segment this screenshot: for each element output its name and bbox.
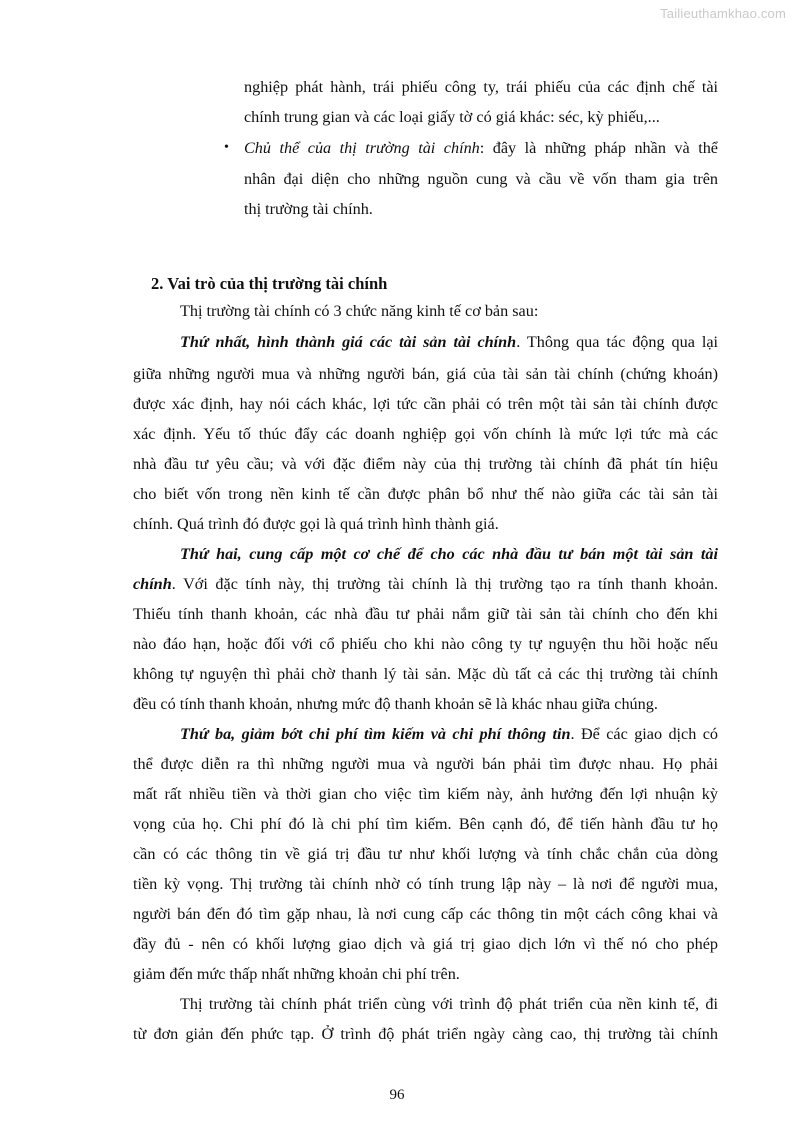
- section-heading: 2. Vai trò của thị trường tài chính: [151, 274, 388, 293]
- p1-line-7: chính. Quá trình đó được gọi là quá trình hình thành giá.: [133, 515, 499, 533]
- bullet-line-1-rest: : đây là những pháp nhần và thể: [479, 139, 718, 157]
- p3-line-5: cần có các thông tin về giá trị đầu tư như khối lượng và tính chắc chắn của dòng: [133, 845, 718, 863]
- intro-line-1: nghiệp phát hành, trái phiếu công ty, trái phiếu của các định chế tài: [244, 78, 718, 96]
- p3-line-3: mất rất nhiều tiền và thời gian cho việc tìm kiếm này, ảnh hưởng đến lợi nhuận kỳ: [133, 785, 718, 803]
- p1-line-6: cho biết vốn trong nền kinh tế cần được phân bổ như thế nào giữa các tài sản tài: [133, 485, 718, 503]
- page-number: 96: [389, 1087, 405, 1103]
- p3-line-4: vọng của họ. Chi phí đó là chi phí tìm kiếm. Bên cạnh đó, để tiến hành đầu tư họ: [133, 815, 718, 833]
- p2-line-1: Thứ hai, cung cấp một cơ chế để cho các nhà đầu tư bán một tài sản tài: [180, 545, 718, 563]
- p3-line-6: tiền kỳ vọng. Thị trường tài chính nhờ có tính trung lập này – là nơi để người mua,: [133, 875, 718, 893]
- p1-line-3: được xác định, hay nói cách khác, lợi tức cần phải có trên một tài sản tài chính được: [133, 395, 718, 413]
- watermark-text: Tailieuthamkhao.com: [660, 6, 786, 21]
- p1-line-5: nhà đầu tư yêu cầu; và với đặc điểm này của thị trường tài chính đã phát tín hiệu: [133, 455, 718, 473]
- p4-line-1: Thị trường tài chính phát triển cùng với trình độ phát triển của nền kinh tế, đi: [180, 995, 718, 1013]
- section-intro: Thị trường tài chính có 3 chức năng kinh tế cơ bản sau:: [180, 302, 539, 320]
- bullet-line-3: thị trường tài chính.: [244, 200, 373, 218]
- p3-line-7: người bán đến đó tìm gặp nhau, là nơi cung cấp các thông tin một cách công khai và: [133, 905, 718, 923]
- p2-line-5: không tự nguyện thì phải chờ thanh lý tài sản. Mặc dù tất cả các thị trường tài chính: [133, 665, 718, 683]
- bullet-term: Chủ thể của thị trường tài chính: [244, 139, 480, 157]
- p2-line-6: đều có tính thanh khoản, nhưng mức độ thanh khoản sẽ là khác nhau giữa chúng.: [133, 695, 658, 713]
- p3-line-1: [180, 724, 718, 744]
- p3-lead: Thứ ba, giảm bớt chi phí tìm kiếm và chi phí thông tin: [180, 725, 571, 743]
- p2-line-2-rest: . Với đặc tính này, thị trường tài chính là thị trường tạo ra tính thanh khoản.: [171, 575, 718, 593]
- bullet-line-1: [244, 138, 718, 158]
- p3-line-9: giảm đến mức thấp nhất những khoản chi phí trên.: [133, 965, 460, 983]
- p1-lead: Thứ nhất, hình thành giá các tài sản tài chính: [180, 333, 517, 351]
- p1-first-rest: . Thông qua tác động qua lại: [516, 333, 718, 351]
- p2-line-2: [133, 574, 718, 594]
- p1-line-2: giữa những người mua và những người bán, giá của tài sản tài chính (chứng khoán): [133, 365, 718, 383]
- p2-line-3: Thiếu tính thanh khoản, các nhà đầu tư phải nắm giữ tài sản tài chính cho đến khi: [133, 605, 718, 623]
- p2-line-4: nào đáo hạn, hoặc đối với cổ phiếu cho khi nào công ty tự nguyện thu hồi hoặc nếu: [133, 635, 718, 653]
- bullet-line-2: nhân đại diện cho những nguồn cung và cầu về vốn tham gia trên: [244, 170, 718, 188]
- p2-lead-end: chính: [133, 575, 172, 593]
- p1-line-4: xác định. Yếu tố thúc đẩy các doanh nghiệp gọi vốn chính là mức lợi tức mà các: [133, 425, 718, 443]
- bullet-icon: •: [224, 140, 229, 155]
- p3-line-8: đầy đủ - nên có khối lượng giao dịch và giá trị giao dịch lớn vì thế nó cho phép: [133, 935, 718, 953]
- intro-line-2: chính trung gian và các loại giấy tờ có giá khác: séc, kỳ phiếu,...: [244, 108, 660, 126]
- p3-first-rest: . Để các giao dịch có: [570, 725, 718, 743]
- p4-line-2: từ đơn giản đến phức tạp. Ở trình độ phát triển ngày càng cao, thị trường tài chính: [133, 1025, 718, 1043]
- p3-line-2: thể được diễn ra thì những người mua và người bán phải tìm được nhau. Họ phải: [133, 755, 718, 773]
- p1-line-1: [180, 332, 718, 352]
